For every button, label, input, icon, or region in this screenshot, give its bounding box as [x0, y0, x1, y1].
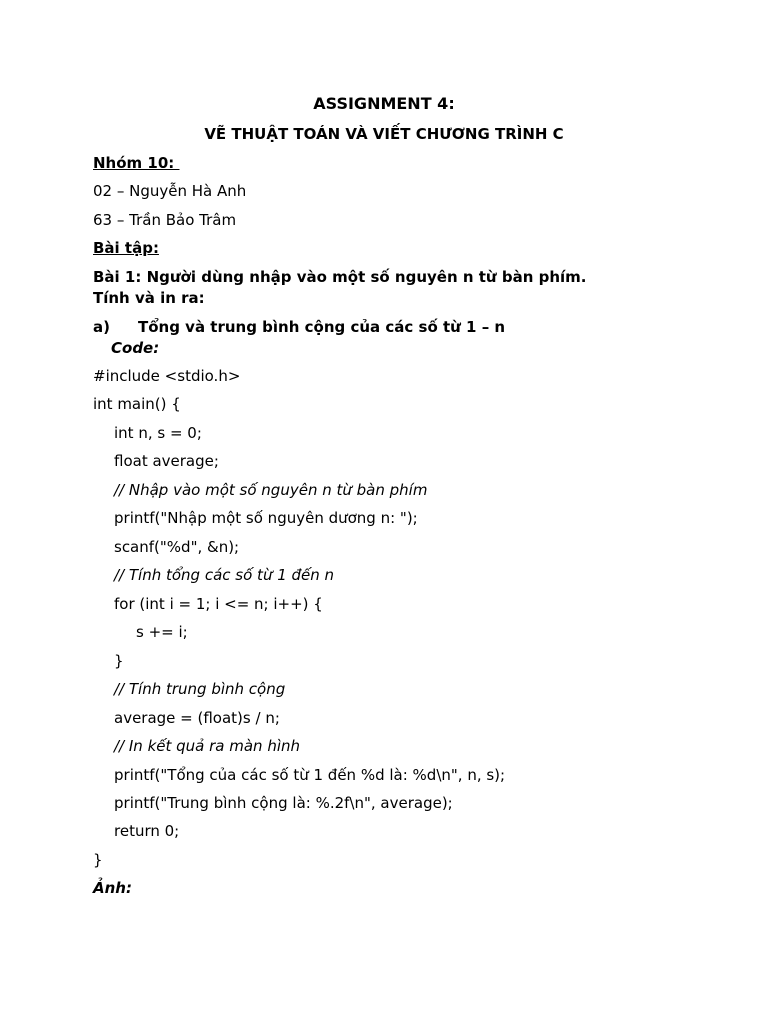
code-line-17: return 0;: [114, 822, 180, 840]
document-subtitle: VẼ THUẬT TOÁN VÀ VIẾT CHƯƠNG TRÌNH C: [204, 125, 564, 143]
image-label: Ảnh:: [93, 879, 132, 897]
document-title: ASSIGNMENT 4:: [313, 94, 455, 113]
code-line-2: int main() {: [93, 395, 181, 413]
member-1: 02 – Nguyễn Hà Anh: [93, 182, 247, 200]
code-line-1: #include <stdio.h>: [93, 367, 241, 385]
code-line-18: }: [93, 851, 103, 869]
code-comment-3: // Tính trung bình cộng: [114, 680, 286, 698]
code-line-3: int n, s = 0;: [114, 424, 202, 442]
code-line-15: printf("Tổng của các số từ 1 đến %d là: %d\n", n, s);: [114, 766, 506, 784]
part-a-marker: a): [93, 318, 110, 336]
code-label: Code:: [111, 339, 160, 357]
code-line-7: scanf("%d", &n);: [114, 538, 240, 556]
part-a-heading: Tổng và trung bình cộng của các số từ 1 – n: [138, 318, 506, 336]
exercises-label: Bài tập:: [93, 239, 159, 257]
code-line-10: s += i;: [136, 623, 188, 641]
group-label: Nhóm 10:: [93, 154, 180, 172]
member-2: 63 – Trần Bảo Trâm: [93, 211, 237, 229]
code-line-9: for (int i = 1; i <= n; i++) {: [114, 595, 323, 613]
exercise-1-prompt-line-1: Bài 1: Người dùng nhập vào một số nguyên n từ bàn phím.: [93, 268, 587, 286]
code-line-13: average = (float)s / n;: [114, 709, 280, 727]
code-line-4: float average;: [114, 452, 219, 470]
code-comment-4: // In kết quả ra màn hình: [114, 737, 301, 755]
code-comment-1: // Nhập vào một số nguyên n từ bàn phím: [114, 481, 428, 499]
code-line-11: }: [114, 652, 124, 670]
code-comment-2: // Tính tổng các số từ 1 đến n: [114, 566, 335, 584]
exercise-1-prompt-line-2: Tính và in ra:: [93, 289, 205, 307]
code-line-6: printf("Nhập một số nguyên dương n: ");: [114, 509, 418, 527]
code-line-16: printf("Trung bình cộng là: %.2f\n", average);: [114, 794, 453, 812]
